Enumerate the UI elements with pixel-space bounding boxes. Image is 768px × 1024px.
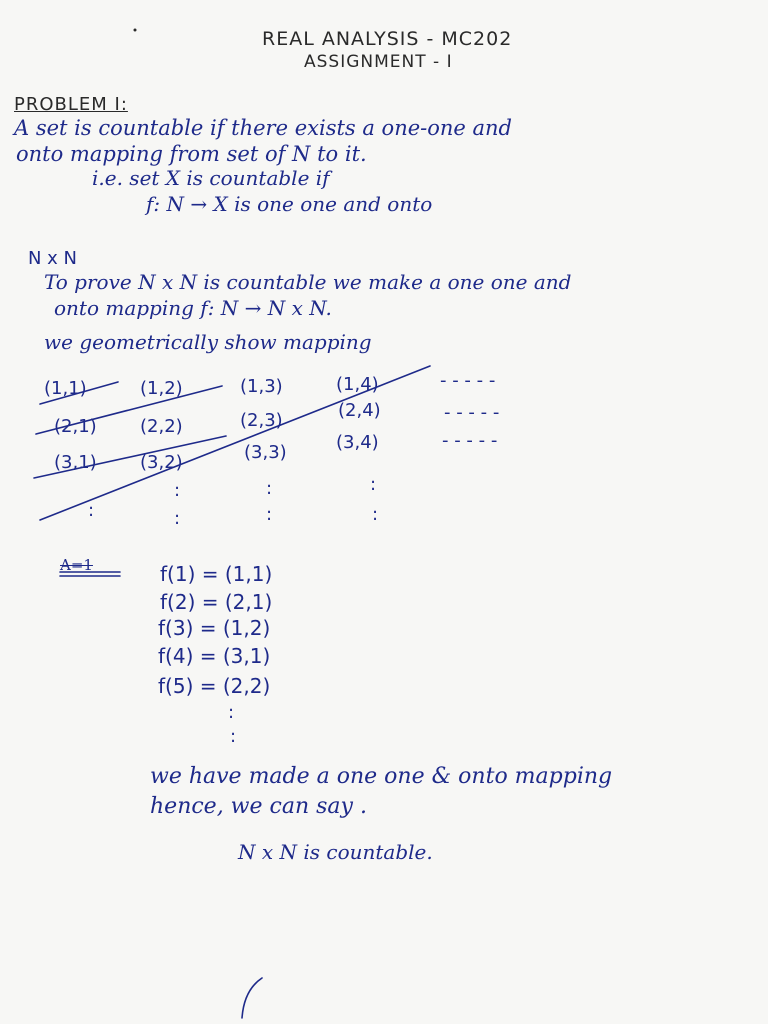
function-line: f: N → X is one one and onto [146,192,433,216]
mapping-f1: f(1) = (1,1) [160,562,273,586]
pair-2-4: (2,4) [338,400,381,421]
conclusion-line-2: hence, we can say . [150,794,367,819]
mapping-f2: f(2) = (2,1) [160,590,273,614]
proof-line-3: we geometrically show mapping [44,330,372,354]
proof-line-2: onto mapping f: N → N x N. [54,296,332,320]
pair-3-1: (3,1) [54,452,97,473]
pair-1-1: (1,1) [44,378,87,399]
row-3-continuation: - - - - - [442,430,498,451]
mapping-vdots-a: : [228,702,235,723]
mapping-f3: f(3) = (1,2) [158,616,271,640]
col-4-vdots-a: : [370,474,377,495]
pair-3-4: (3,4) [336,432,379,453]
pair-3-2: (3,2) [140,452,183,473]
nxn-heading: N x N [28,248,78,269]
ie-line: i.e. set X is countable if [92,166,330,190]
conclusion-line-3: N x N is countable. [238,840,433,864]
pair-2-1: (2,1) [54,416,97,437]
proof-line-1: To prove N x N is countable we make a one one and [44,270,572,294]
col-1-vdots: : [88,500,95,521]
page-fold-mark [242,978,262,1018]
pair-2-3: (2,3) [240,410,283,431]
stray-dot [134,29,137,32]
pair-1-3: (1,3) [240,376,283,397]
mapping-vdots-b: : [230,726,237,747]
assignment-title: ASSIGNMENT - I [304,52,453,72]
row-1-continuation: - - - - - [440,370,496,391]
problem-title: PROBLEM I: [14,94,128,115]
col-2-vdots-a: : [174,480,181,501]
course-title: REAL ANALYSIS - MC202 [262,28,513,50]
col-3-vdots-b: : [266,504,273,525]
pair-3-3: (3,3) [244,442,287,463]
row-2-continuation: - - - - - [444,402,500,423]
mapping-f4: f(4) = (3,1) [158,644,271,668]
pair-1-2: (1,2) [140,378,183,399]
definition-line-2: onto mapping from set of N to it. [16,142,367,166]
col-4-vdots-b: : [372,504,379,525]
col-2-vdots-b: : [174,508,181,529]
struck-out-text: A=1 [60,556,93,574]
definition-line-1: A set is countable if there exists a one-one and [14,116,513,140]
conclusion-line-1: we have made a one one & onto mapping [150,764,613,789]
mapping-f5: f(5) = (2,2) [158,674,271,698]
pair-1-4: (1,4) [336,374,379,395]
col-3-vdots-a: : [266,478,273,499]
pair-2-2: (2,2) [140,416,183,437]
